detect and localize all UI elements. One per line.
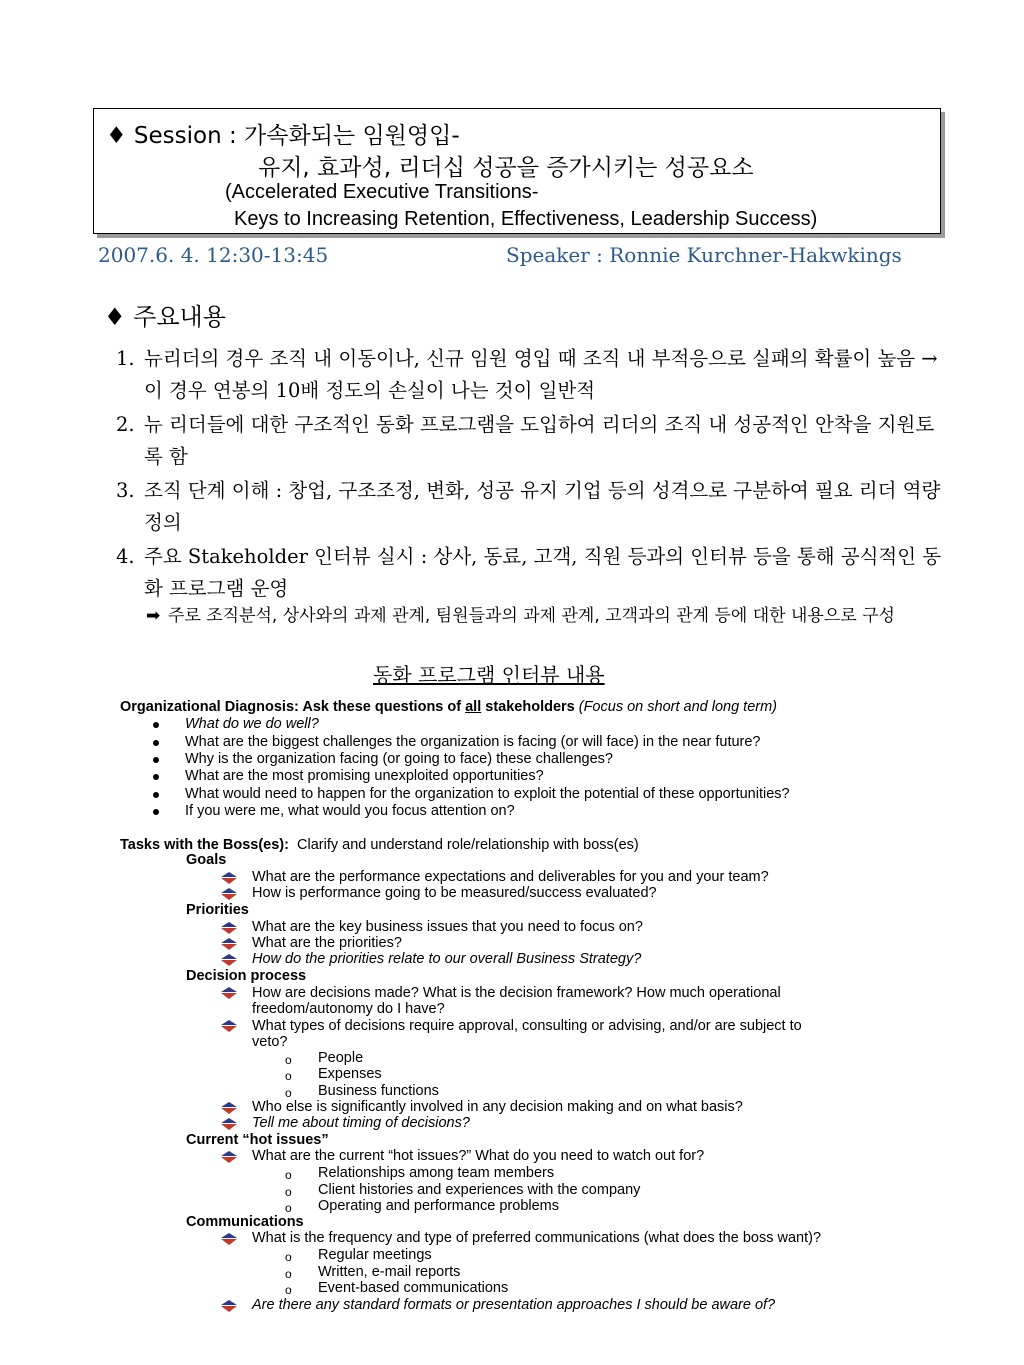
session-speaker: Speaker : Ronnie Kurchner-Hakwkings <box>506 243 902 267</box>
sub-item: Expenses <box>318 1066 382 1082</box>
session-english-line2: Keys to Increasing Retention, Effectiveness, Leadership Success) <box>234 208 818 230</box>
question-line: What are the current “hot issues?” What do you need to watch out for? <box>252 1148 705 1164</box>
question-line: How are decisions made? What is the decision framework? How much operational <box>252 985 781 1001</box>
circle-bullet-icon: o <box>285 1250 292 1264</box>
sub-item: Client histories and experiences with the company <box>318 1182 641 1198</box>
bullet-dot-icon <box>153 740 159 746</box>
question-line: What would need to happen for the organization to exploit the potential of these opportunities? <box>185 786 790 802</box>
question-line: Why is the organization facing (or going to face) these challenges? <box>185 751 613 767</box>
bullet-arrow-icon <box>221 1118 237 1130</box>
communications-heading: Communications <box>186 1214 304 1230</box>
decision-heading: Decision process <box>186 968 307 984</box>
item-text: 조직 단계 이해 : 창업, 구조조정, 변화, 성공 유지 기업 등의 성격으로 구분하여 필요 리더 역량 정의 <box>144 479 941 534</box>
circle-bullet-icon: o <box>285 1267 292 1281</box>
bullet-arrow-icon <box>221 888 237 900</box>
question-line: If you were me, what would you focus attention on? <box>185 803 515 819</box>
sub-item: Event-based communications <box>318 1280 509 1296</box>
bullet-arrow-icon <box>221 1102 237 1114</box>
circle-bullet-icon: o <box>285 1185 292 1199</box>
question-line: What are the priorities? <box>252 935 402 951</box>
circle-bullet-icon: o <box>285 1086 292 1100</box>
bullet-arrow-icon <box>221 922 237 934</box>
question-line: What are the biggest challenges the organization is facing (or will face) in the near future? <box>185 734 761 750</box>
sub-item: Regular meetings <box>318 1247 432 1263</box>
hot-issues-heading: Current “hot issues” <box>186 1132 329 1148</box>
question-line: Tell me about timing of decisions? <box>252 1115 470 1131</box>
question-line: Are there any standard formats or presentation approaches I should be aware of? <box>252 1297 776 1313</box>
bullet-dot-icon <box>153 722 159 728</box>
bullet-arrow-icon <box>221 1300 237 1312</box>
sub-item: Business functions <box>318 1083 439 1099</box>
question-line: What are the performance expectations and deliverables for you and your team? <box>252 869 769 885</box>
question-line: What do we do well? <box>185 716 319 732</box>
bullet-arrow-icon <box>221 872 237 884</box>
bullet-dot-icon <box>153 792 159 798</box>
question-line: What is the frequency and type of preferred communications (what does the boss want)? <box>252 1230 822 1246</box>
session-title-line1: ♦ Session : 가속화되는 임원영입- <box>106 123 460 149</box>
question-line: How do the priorities relate to our overall Business Strategy? <box>252 951 642 967</box>
bullet-arrow-icon <box>221 1233 237 1245</box>
sub-item: Relationships among team members <box>318 1165 555 1181</box>
question-line-cont: veto? <box>252 1034 288 1050</box>
question-line: What are the key business issues that you need to focus on? <box>252 919 643 935</box>
item-number: 3. <box>116 479 135 502</box>
bullet-dot-icon <box>153 809 159 815</box>
bullet-arrow-icon <box>221 1151 237 1163</box>
session-title-line2: 유지, 효과성, 리더십 성공을 증가시키는 성공요소 <box>258 155 754 181</box>
question-line: How is performance going to be measured/success evaluated? <box>252 885 657 901</box>
session-date: 2007.6. 4. 12:30-13:45 <box>98 243 329 267</box>
circle-bullet-icon: o <box>285 1053 292 1067</box>
item-number: 4. <box>116 545 135 568</box>
question-line: Who else is significantly involved in any decision making and on what basis? <box>252 1099 743 1115</box>
bullet-arrow-icon <box>221 1020 237 1032</box>
tasks-heading: Tasks with the Boss(es): Clarify and understand role/relationship with boss(es) <box>120 837 639 853</box>
question-line: What types of decisions require approval, consulting or advising, and/or are subject to <box>252 1018 802 1034</box>
priorities-heading: Priorities <box>186 902 249 918</box>
circle-bullet-icon: o <box>285 1168 292 1182</box>
item-text: 뉴리더의 경우 조직 내 이동이나, 신규 임원 영입 때 조직 내 부적응으로 실패의 확률이 높음 → 이 경우 연봉의 10배 정도의 손실이 나는 것이 일반적 <box>144 347 938 402</box>
circle-bullet-icon: o <box>285 1069 292 1083</box>
sub-item: Operating and performance problems <box>318 1198 559 1214</box>
right-arrow-icon: ➡ <box>146 606 161 626</box>
question-line: What are the most promising unexploited opportunities? <box>185 768 544 784</box>
goals-heading: Goals <box>186 852 227 868</box>
org-diagnosis-heading: Organizational Diagnosis: Ask these questions of all stakeholders (Focus on short and long term) <box>120 699 778 715</box>
circle-bullet-icon: o <box>285 1201 292 1215</box>
sub-item: People <box>318 1050 364 1066</box>
circle-bullet-icon: o <box>285 1283 292 1297</box>
question-line-cont: freedom/autonomy do I have? <box>252 1001 445 1017</box>
session-english-line1: (Accelerated Executive Transitions- <box>225 181 539 203</box>
section-title: ♦ 주요내용 <box>104 303 226 331</box>
bullet-arrow-icon <box>221 954 237 966</box>
item-text: 뉴 리더들에 대한 구조적인 동화 프로그램을 도입하여 리더의 조직 내 성공적인 안착을 지원토록 함 <box>144 413 935 468</box>
bullet-arrow-icon <box>221 987 237 999</box>
bullet-dot-icon <box>153 774 159 780</box>
sub-note-text: 주로 조직분석, 상사와의 과제 관계, 팀원들과의 과제 관계, 고객과의 관계 등에 대한 내용으로 구성 <box>168 606 895 626</box>
sub-item: Written, e-mail reports <box>318 1264 461 1280</box>
item-text: 주요 Stakeholder 인터뷰 실시 : 상사, 동료, 고객, 직원 등과의 인터뷰 등을 통해 공식적인 동화 프로그램 운영 <box>144 545 942 600</box>
bullet-arrow-icon <box>221 938 237 950</box>
interview-title: 동화 프로그램 인터뷰 내용 <box>373 663 605 687</box>
item-number: 2. <box>116 413 135 436</box>
bullet-dot-icon <box>153 757 159 763</box>
item-number: 1. <box>116 347 135 370</box>
